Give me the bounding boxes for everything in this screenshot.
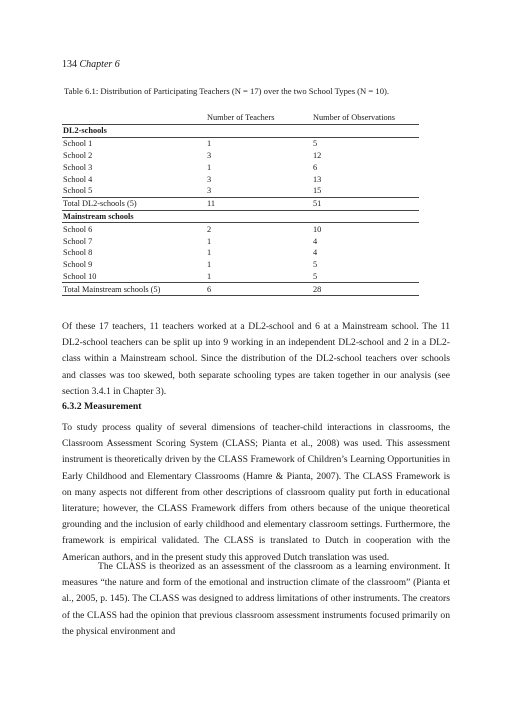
total-teachers: 6: [206, 283, 312, 296]
table-row: [62, 137, 419, 149]
page-number: 134: [62, 59, 77, 70]
total-teachers: 11: [206, 197, 312, 210]
teachers-cell: 2: [207, 224, 212, 234]
teachers-cell: 1: [207, 236, 212, 246]
teachers-cell: 1: [207, 162, 212, 172]
teachers-cell: 1: [207, 139, 212, 149]
school-cell: School 1: [63, 139, 93, 149]
school-cell: School 5: [63, 186, 93, 196]
table-row: [62, 247, 419, 259]
table-header-row: [62, 110, 419, 125]
observations-cell: 5: [313, 139, 318, 149]
school-cell: School 7: [63, 236, 93, 246]
total-observations: 51: [312, 197, 419, 210]
observations-cell: 10: [313, 224, 322, 234]
table-row: [62, 185, 419, 197]
total-label: Total DL2-schools (5): [62, 197, 206, 210]
observations-cell: 15: [313, 186, 322, 196]
table-caption: Table 6.1: Distribution of Participating Teachers (N = 17) over the two School Types (N = 10).: [64, 86, 389, 96]
teachers-cell: 3: [207, 150, 212, 160]
total-row-mainstream: [62, 283, 419, 296]
observations-cell: 6: [313, 162, 318, 172]
school-cell: School 6: [63, 224, 93, 234]
observations-cell: 5: [313, 260, 318, 270]
teachers-cell: 1: [207, 248, 212, 258]
distribution-table: [62, 110, 419, 296]
table-row: [62, 161, 419, 173]
school-cell: School 3: [63, 162, 93, 172]
table-row: [62, 271, 419, 283]
school-cell: School 10: [63, 271, 97, 281]
school-cell: School 8: [63, 248, 93, 258]
total-label: Total Mainstream schools (5): [62, 283, 206, 296]
section-row-mainstream: [62, 210, 419, 223]
observations-cell: 13: [313, 174, 322, 184]
school-cell: School 9: [63, 260, 93, 270]
teachers-cell: 1: [207, 271, 212, 281]
total-observations: 28: [312, 283, 419, 296]
table-row: [62, 223, 419, 235]
total-row-dl2: [62, 197, 419, 210]
column-header: Number of Observations: [312, 110, 419, 125]
school-cell: School 2: [63, 150, 93, 160]
paragraph-teacher-distribution: Of these 17 teachers, 11 teachers worked at a DL2-school and 6 at a Mainstream school. The 11 DL2-school teachers can be split up into 9 working in an independent DL2-school and 2 in a DL2-class within a Mainstream school. Since the distribution of the DL2-school teachers over schools and classes was too skewed, both separate schooling types are taken together in our analysis (see section 3.4.1 in Chapter 3).: [62, 321, 450, 397]
table-row: [62, 150, 419, 162]
paragraph-class-instrument: To study process quality of several dimensions of teacher-child interactions in classrooms, the Classroom Assessment Scoring System (CLASS; Pianta et al., 2008) was used. This assessment instrument is theoretically driven by the CLASS Framework of Children’s Learning Opportunities in Early Childhood and Elementary Classrooms (Hamre & Pianta, 2007). The CLASS Framework is on many aspects not different from other descriptions of classroom quality put forth in educational literature; however, the CLASS Framework differs from others because of the unique theoretical grounding and the inclusion of early childhood and elementary classroom settings. Furthermore, the framework is empirical validated. The CLASS is translated to Dutch in cooperation with the American authors, and in the present study this approved Dutch translation was used.: [62, 422, 450, 563]
observations-cell: 4: [313, 236, 318, 246]
observations-cell: 12: [313, 150, 322, 160]
paragraph-class-theory: The CLASS is theorized as an assessment of the classroom as a learning environment. It measures “the nature and form of the emotional and instruction climate of the classroom” (Pianta et al., 2005, p. 145). The CLASS was designed to address limitations of other instruments. The creators of the CLASS had the opinion that previous classroom assessment instruments focused primarily on the physical environment and: [62, 561, 450, 637]
table-row: [62, 235, 419, 247]
observations-cell: 4: [313, 248, 318, 258]
teachers-cell: 1: [207, 260, 212, 270]
teachers-cell: 3: [207, 186, 212, 196]
section-label: Mainstream schools: [62, 210, 419, 223]
column-header: Number of Teachers: [206, 110, 312, 125]
table-row: [62, 259, 419, 271]
column-header: [62, 110, 206, 125]
observations-cell: 5: [313, 271, 318, 281]
section-label: DL2-schools: [62, 125, 419, 138]
running-header: [62, 59, 120, 71]
teachers-cell: 3: [207, 174, 212, 184]
section-row-dl2: [62, 125, 419, 138]
chapter-title: Chapter 6: [79, 59, 120, 70]
section-heading-measurement: 6.3.2 Measurement: [62, 401, 142, 412]
school-cell: School 4: [63, 174, 93, 184]
table-row: [62, 173, 419, 185]
